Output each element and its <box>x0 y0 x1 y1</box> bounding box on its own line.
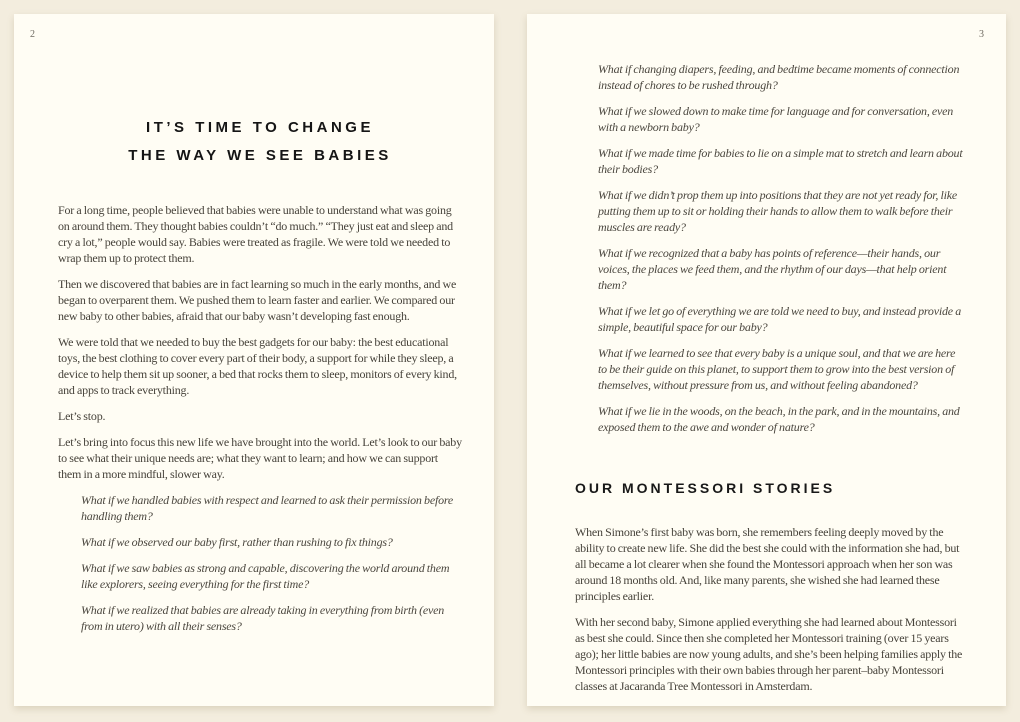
what-if-question: What if we didn’t prop them up into positions that they are not yet ready for, like putting them up to sit or holding their hands to allow them to walk before their muscles are ready? <box>598 188 958 234</box>
body-paragraph: When Simone’s first baby was born, she remembers feeling deeply moved by the ability to create new life. She did the best she could with the information she had, but all became a lot clearer when she found the Montessori approach when her son was around 18 months old. And, like many parents, she wished she had learned these principles earlier. <box>575 525 960 603</box>
body-paragraph: For a long time, people believed that babies were unable to understand what was going on around them. They thought babies couldn’t “do much.” “They just eat and sleep and cry a lot,” people would say. Babies were treated as fragile. We were told we needed to wrap them up to protect them. <box>58 203 453 265</box>
what-if-question: What if we let go of everything we are told we need to buy, and instead provide a simple, beautiful space for our baby? <box>598 304 962 334</box>
chapter-title <box>58 114 462 170</box>
page-right-content <box>575 14 965 704</box>
body-paragraph: Let’s stop. <box>58 409 106 423</box>
page-number-left: 2 <box>30 29 35 40</box>
what-if-question: What if we saw babies as strong and capable, discovering the world around them like explorers, seeing everything for the first time? <box>81 561 450 591</box>
page-number-right: 3 <box>979 29 984 40</box>
page-right <box>527 14 1006 706</box>
section-heading: OUR MONTESSORI STORIES <box>575 480 836 496</box>
page-left <box>14 14 494 706</box>
what-if-question: What if we recognized that a baby has points of reference—their hands, our voices, the places we feed them, and the rhythm of our days—that help orient them? <box>598 246 947 292</box>
body-paragraph: Then we discovered that babies are in fact learning so much in the early months, and we began to overparent them. We pushed them to learn faster and earlier. We compared our new baby to other babies, afraid that our baby wasn’t developing fast enough. <box>58 277 457 323</box>
body-paragraph: We were told that we needed to buy the best gadgets for our baby: the best educational toys, the best clothing to cover every part of their body, a support for while they sleep, a device to help them sit up sooner, a bed that rocks them to sleep, monitors of every kind, and apps to track everything. <box>58 335 457 397</box>
what-if-question: What if we slowed down to make time for language and for conversation, even with a newborn baby? <box>598 104 954 134</box>
what-if-question: What if we realized that babies are already taking in everything from birth (even from in utero) with all their senses? <box>81 603 445 633</box>
what-if-question-list <box>58 492 462 634</box>
chapter-title-line-2: THE WAY WE SEE BABIES <box>128 147 392 164</box>
what-if-question: What if we handled babies with respect and learned to ask their permission before handling them? <box>81 493 454 523</box>
chapter-title-line-1: IT’S TIME TO CHANGE <box>146 119 374 136</box>
what-if-question: What if we observed our baby first, rather than rushing to fix things? <box>81 535 393 549</box>
what-if-question: What if we made time for babies to lie on a simple mat to stretch and learn about their bodies? <box>598 146 963 176</box>
body-paragraph: With her second baby, Simone applied everything she had learned about Montessori as best she could. Since then she completed her Montessori training (over 15 years ago); her little babies are now young adults, and she’s been helping families apply the Montessori principles with their own babies through her parent–baby Montessori classes at Jacaranda Tree Montessori in Amsterdam. <box>575 615 963 693</box>
page-left-content <box>58 14 462 644</box>
what-if-question: What if we learned to see that every baby is a unique soul, and that we are here to be their guide on this planet, to support them to grow into the best version of themselves, without pressure from us, and without feeling abandoned? <box>598 346 956 392</box>
what-if-question-list <box>575 14 965 435</box>
what-if-question: What if we lie in the woods, on the beach, in the park, and in the mountains, and exposed them to the awe and wonder of nature? <box>598 404 960 434</box>
body-paragraph: Let’s bring into focus this new life we have brought into the world. Let’s look to our baby to see what their unique needs are; what they want to learn; and how we can support them in a more mindful, slower way. <box>58 435 462 481</box>
what-if-question: What if changing diapers, feeding, and bedtime became moments of connection instead of chores to be rushed through? <box>598 62 960 92</box>
